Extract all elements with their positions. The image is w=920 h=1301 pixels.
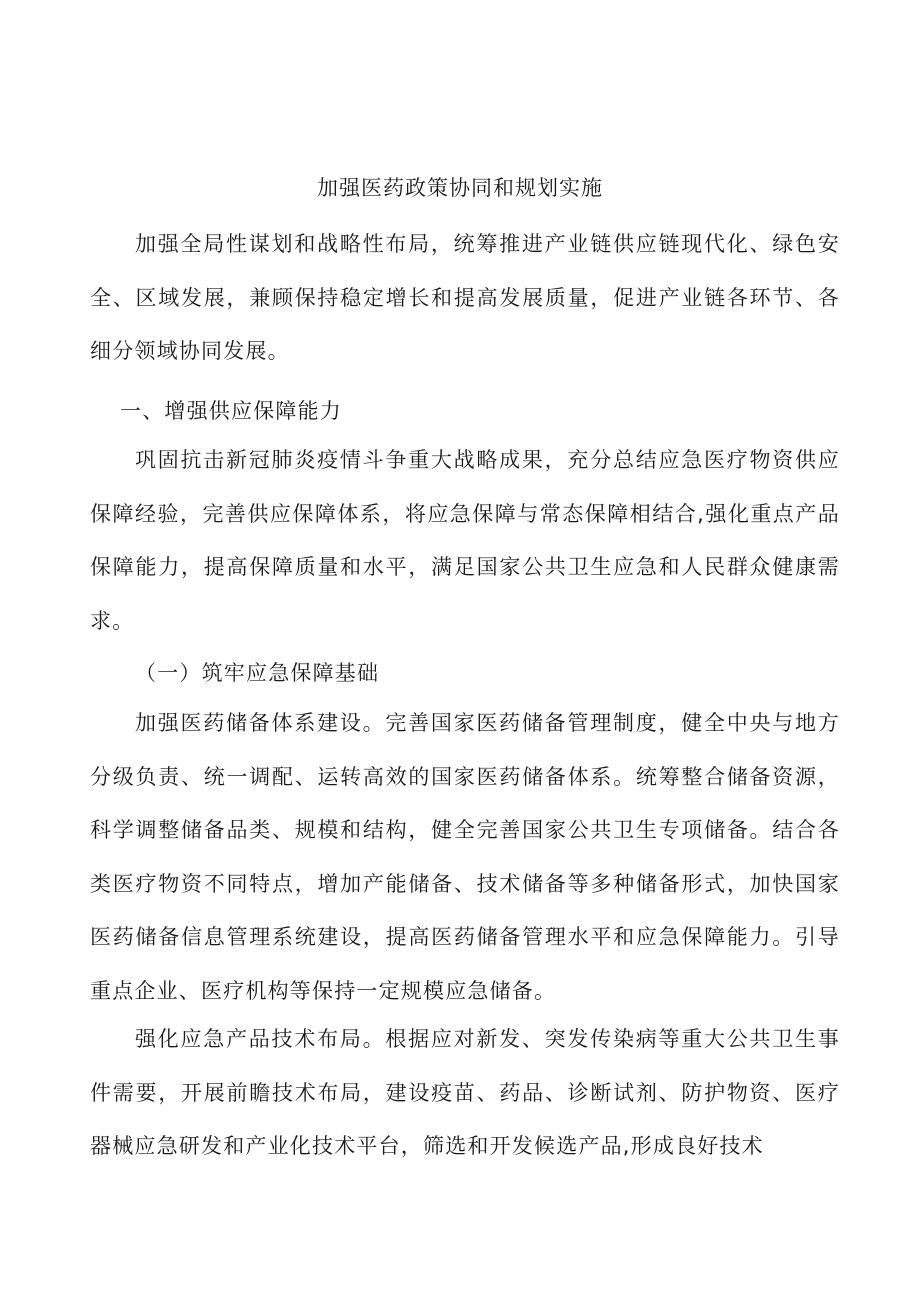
subsection-heading: （一）筑牢应急保障基础 — [135, 661, 380, 685]
section-heading: 一、增强供应保障能力 — [120, 399, 342, 423]
intro-paragraph: 加强全局性谋划和战略性布局，统筹推进产业链供应链现代化、绿色安全、区域发展，兼顾保持稳定增长和提高发展质量，促进产业链各环节、各细分领域协同发展。 — [90, 232, 840, 363]
body-paragraph: 加强医药储备体系建设。完善国家医药储备管理制度，健全中央与地方分级负责、统一调配、运转高效的国家医药储备体系。统筹整合储备资源，科学调整储备品类、规模和结构，健全完善国家公共卫生专项储备。结合各类医疗物资不同特点，增加产能储备、技术储备等多种储备形式，加快国家医药储备信息管理系统建设，提高医药储备管理水平和应急保障能力。引导重点企业、医疗机构等保持一定规模应急储备。 — [90, 711, 840, 1003]
body-paragraph: 强化应急产品技术布局。根据应对新发、突发传染病等重大公共卫生事件需要，开展前瞻技术布局，建设疫苗、药品、诊断试剂、防护物资、医疗器械应急研发和产业化技术平台，筛选和开发候选产品,形成良好技术 — [90, 1027, 840, 1158]
document-title: 加强医药政策协同和规划实施 — [317, 176, 603, 200]
section-body-paragraph: 巩固抗击新冠肺炎疫情斗争重大战略成果，充分总结应急医疗物资供应保障经验，完善供应保障体系，将应急保障与常态保障相结合,强化重点产品保障能力，提高保障质量和水平，满足国家公共卫生应急和人民群众健康需求。 — [90, 448, 840, 633]
